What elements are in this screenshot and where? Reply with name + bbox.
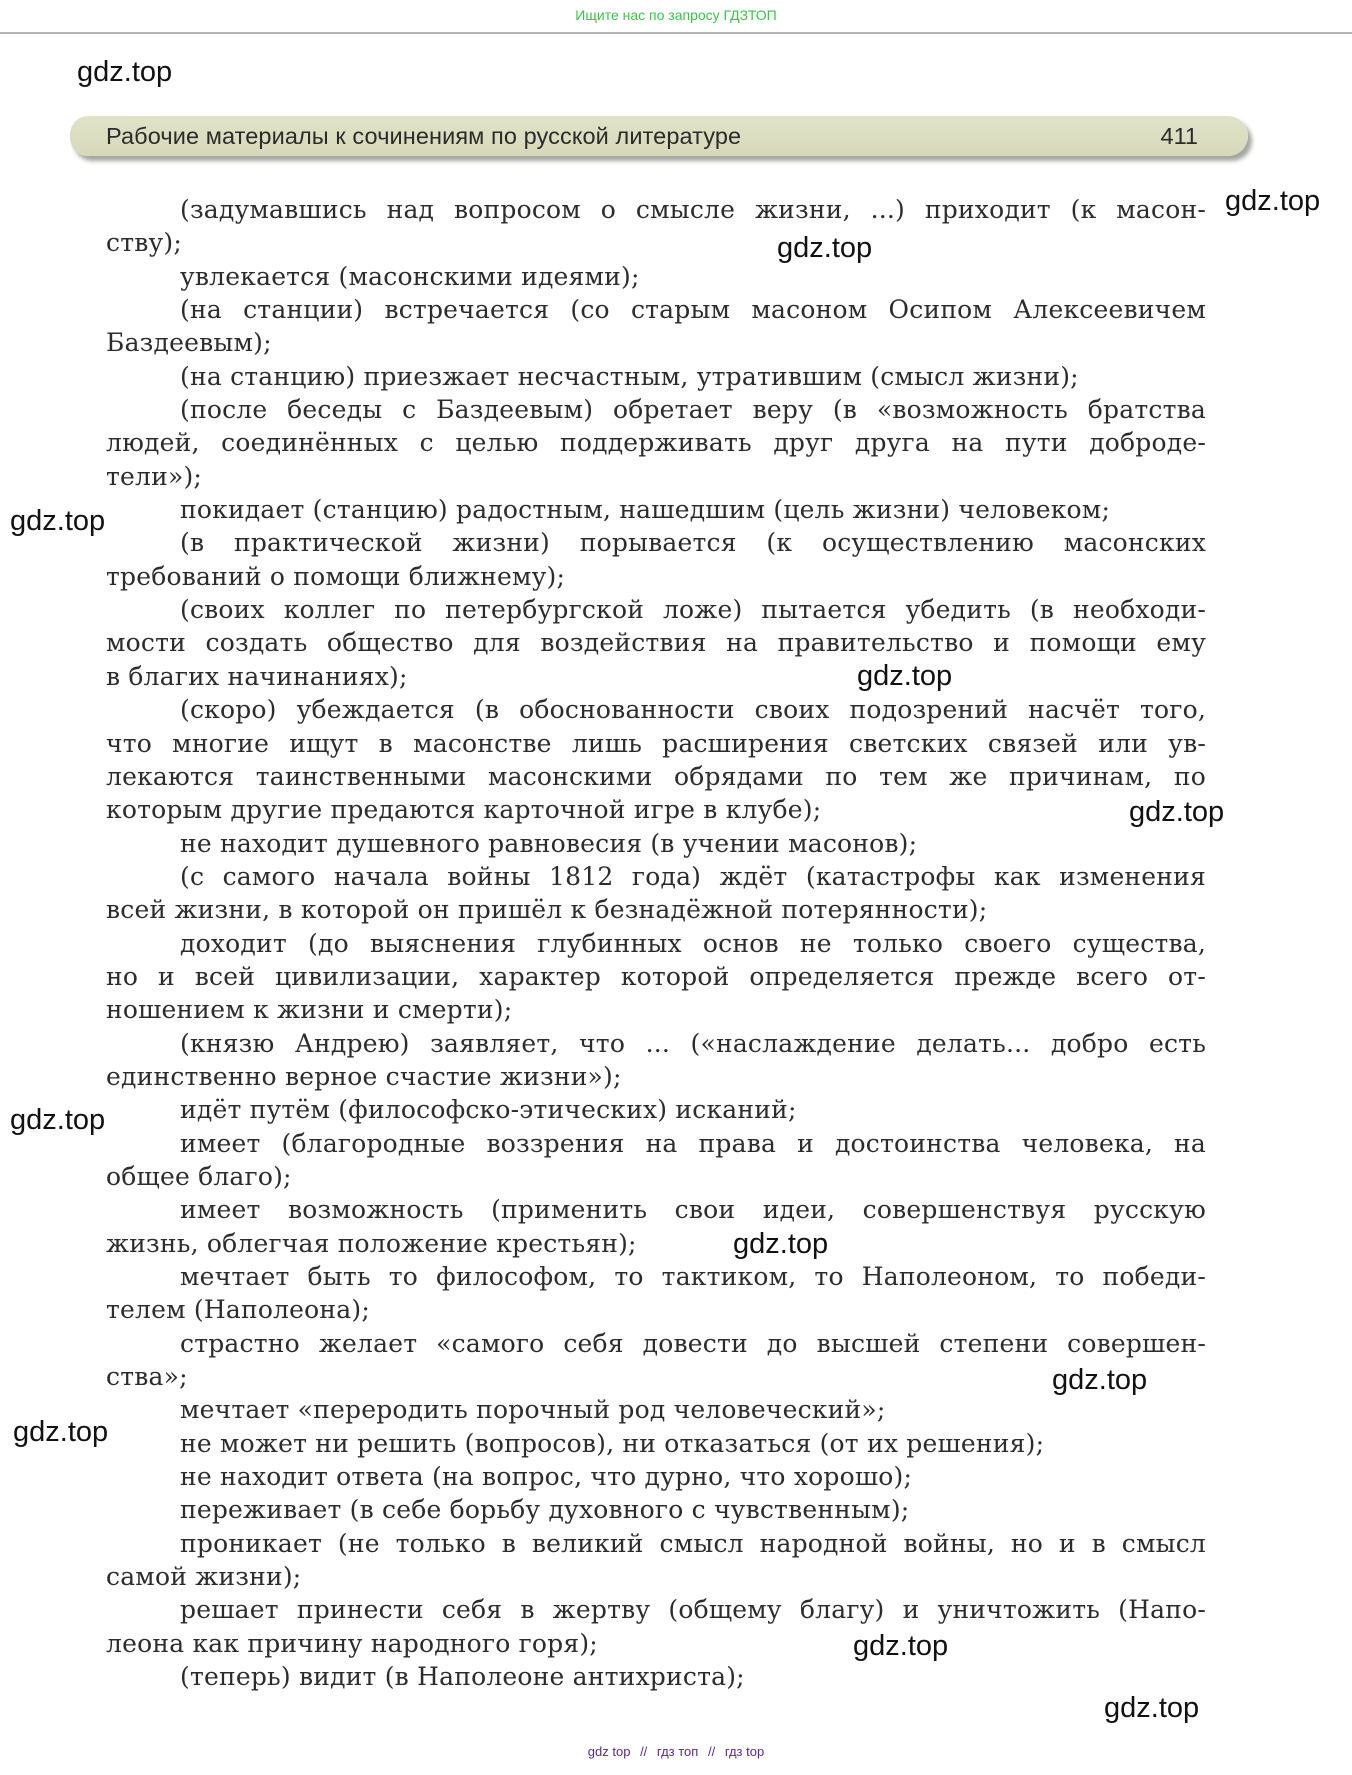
text-line: телем (Наполеона); [106,1295,370,1325]
search-hint-text: Ищите нас по запросу ГДЗТОП [575,7,777,23]
text-line: леона как причину народного горя); [106,1628,598,1658]
section-title: Рабочие материалы к сочинениям по русской литературе [106,123,742,149]
text-line: (с самого начала войны 1812 года) ждёт (катастрофы как изменения [180,861,1206,891]
text-line: Баздеевым); [106,328,272,358]
text-line: страстно желает «самого себя довести до высшей степени совершен- [180,1328,1206,1358]
body-text [106,193,1206,1693]
watermark: gdz.top [1052,1364,1148,1396]
text-line: решает принести себя в жертву (общему благу) и уничтожить (Напо- [180,1595,1206,1625]
text-line: не находит ответа (на вопрос, что дурно, что хорошо); [180,1462,913,1492]
footer-separator: // [640,1744,648,1759]
text-line: но и всей цивилизации, характер которой определяется прежде всего от- [106,961,1206,991]
text-line: (на станцию) приезжает несчастным, утратившим (смысл жизни); [180,361,1079,391]
text-line: мечтает быть то философом, то тактиком, то Наполеоном, то победи- [180,1262,1206,1291]
watermark: gdz.top [777,232,873,264]
watermark: gdz.top [857,660,953,692]
text-line: единственно верное счастие жизни»); [106,1061,622,1091]
text-line: (князю Андрею) заявляет, что ... («наслаждение делать... добро есть [180,1028,1206,1058]
text-line: (в практической жизни) порывается (к осуществлению масонских [180,528,1206,558]
text-line: (теперь) видит (в Наполеоне антихриста); [180,1662,745,1692]
text-line: (на станции) встречается (со старым масоном Осипом Алексеевичем [180,295,1206,325]
text-line: мости создать общество для воздействия на правительство и помощи ему [106,628,1206,658]
footer-link-gdz-top[interactable]: gdz top [587,1744,631,1759]
top-banner [0,0,1352,32]
text-line: не может ни решить (вопросов), ни отказаться (от их решения); [180,1428,1045,1458]
text-line: всей жизни, в которой он пришёл к безнадёжной потерянности); [106,895,988,925]
text-line: имеет (благородные воззрения на права и достоинства человека, на [180,1128,1206,1158]
text-line: жизнь, облегчая положение крестьян); [106,1228,637,1258]
page-header-bar [70,116,1248,156]
footer-separator: // [707,1744,716,1759]
watermark: gdz.top [10,1104,106,1136]
text-line: которым другие предаются карточной игре в клубе); [106,795,822,825]
text-line: (после беседы с Баздеевым) обретает веру (в «возможность братства [180,395,1206,425]
text-line: не находит душевного равновесия (в учении масонов); [180,828,918,858]
footer-link-gdz-top-mixed[interactable]: гдз top [724,1744,765,1759]
text-line: самой жизни); [106,1562,302,1592]
top-divider [0,32,1352,34]
text-line: тели»); [106,461,203,491]
watermark: gdz.top [77,56,173,88]
text-line: требований о помощи ближнему); [106,561,566,591]
text-line: проникает (не только в великий смысл народной войны, но и в смысл [180,1528,1206,1558]
text-line: лекаются таинственными масонскими обрядами по тем же причинам, по [106,761,1206,791]
text-line: (скоро) убеждается (в обоснованности своих подозрений насчёт того, [180,695,1206,725]
watermark: gdz.top [853,1630,949,1662]
text-line: доходит (до выяснения глубинных основ не только своего существа, [180,928,1206,958]
text-line: ношением к жизни и смерти); [106,995,513,1025]
watermark: gdz.top [1104,1692,1200,1724]
watermark: gdz.top [13,1416,109,1448]
text-line: идёт путём (философско-этических) исканий; [180,1095,797,1125]
text-line: что многие ищут в масонстве лишь расширения светских связей или ув- [106,728,1206,758]
text-line: мечтает «переродить порочный род человеческий»; [180,1395,886,1425]
text-line: увлекается (масонскими идеями); [180,261,640,291]
watermark: gdz.top [733,1228,829,1260]
text-line: имеет возможность (применить свои идеи, совершенствуя русскую [180,1195,1206,1225]
text-line: покидает (станцию) радостным, нашедшим (цель жизни) человеком; [180,495,1111,525]
text-line: переживает (в себе борьбу духовного с чувственным); [180,1495,910,1525]
page-number: 411 [1160,123,1198,149]
watermark: gdz.top [1129,796,1225,828]
text-line: в благих начинаниях); [106,661,408,691]
footer-links [0,1744,1352,1759]
text-line: людей, соединённых с целью поддерживать друг друга на пути доброде- [106,428,1206,458]
text-line: ству); [106,228,182,258]
footer-link-gdz-top-ru[interactable]: гдз топ [656,1744,699,1759]
text-line: общее благо); [106,1161,292,1191]
watermark: gdz.top [10,505,106,537]
text-line: ства»; [106,1362,188,1392]
watermark: gdz.top [1225,185,1321,217]
text-line: (своих коллег по петербургской ложе) пытается убедить (в необходи- [180,595,1206,625]
text-line: (задумавшись над вопросом о смысле жизни, ...) приходит (к масон- [180,195,1206,224]
